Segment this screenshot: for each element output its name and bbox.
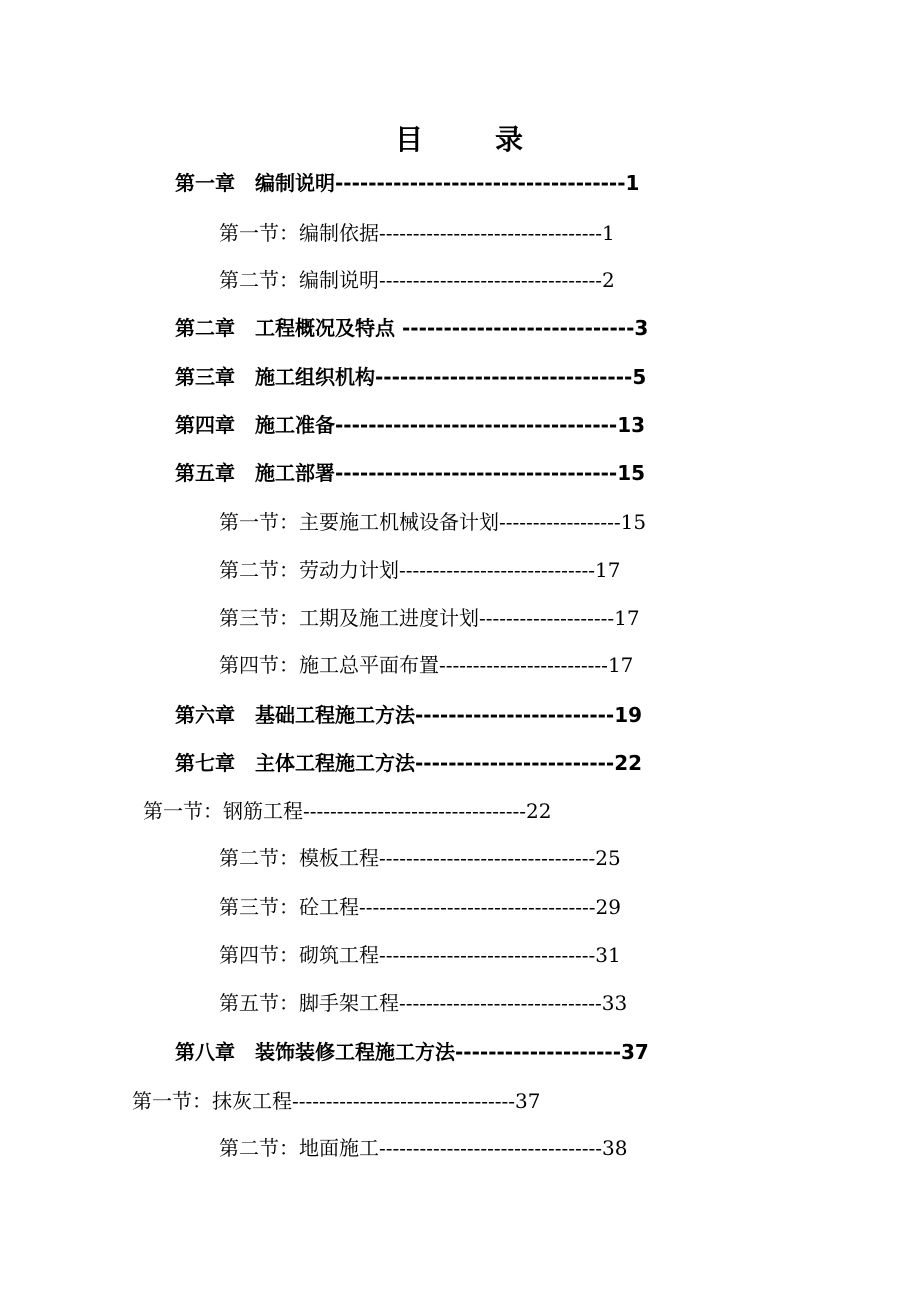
toc-section-5-1[interactable]: 第一节：主要施工机械设备计划------------------15	[219, 510, 647, 534]
toc-section-7-4[interactable]: 第四节：砌筑工程--------------------------------31	[219, 943, 621, 967]
toc-section-8-2[interactable]: 第二节：地面施工---------------------------------38	[219, 1136, 628, 1160]
toc-chapter-1[interactable]: 第一章 编制说明-----------------------------------1	[175, 171, 640, 195]
toc-chapter-7[interactable]: 第七章 主体工程施工方法------------------------22	[175, 751, 643, 775]
toc-chapter-3[interactable]: 第三章 施工组织机构-------------------------------5	[175, 365, 647, 389]
toc-section-5-3[interactable]: 第三节：工期及施工进度计划--------------------17	[219, 606, 640, 630]
title-char-right: 录	[495, 123, 526, 156]
toc-section-7-5[interactable]: 第五节：脚手架工程------------------------------33	[219, 991, 628, 1015]
toc-section-5-4[interactable]: 第四节：施工总平面布置-------------------------17	[219, 653, 634, 677]
toc-chapter-6[interactable]: 第六章 基础工程施工方法------------------------19	[175, 703, 643, 727]
title-char-left: 目	[394, 123, 425, 156]
toc-chapter-2[interactable]: 第二章 工程概况及特点 ----------------------------3	[175, 316, 649, 340]
toc-section-1-1[interactable]: 第一节：编制依据---------------------------------1	[219, 221, 615, 245]
toc-chapter-5[interactable]: 第五章 施工部署----------------------------------15	[175, 461, 646, 485]
toc-section-7-3[interactable]: 第三节：砼工程-----------------------------------29	[219, 895, 621, 919]
toc-section-1-2[interactable]: 第二节：编制说明---------------------------------2	[219, 268, 615, 292]
page-title	[0, 118, 920, 158]
toc-section-8-1[interactable]: 第一节：抹灰工程---------------------------------37	[132, 1089, 541, 1113]
toc-chapter-8[interactable]: 第八章 装饰装修工程施工方法--------------------37	[175, 1040, 649, 1064]
toc-section-7-1[interactable]: 第一节：钢筋工程---------------------------------22	[143, 799, 552, 823]
toc-chapter-4[interactable]: 第四章 施工准备----------------------------------13	[175, 413, 646, 437]
toc-section-7-2[interactable]: 第二节：模板工程--------------------------------25	[219, 846, 621, 870]
toc-section-5-2[interactable]: 第二节：劳动力计划-----------------------------17	[219, 558, 621, 582]
